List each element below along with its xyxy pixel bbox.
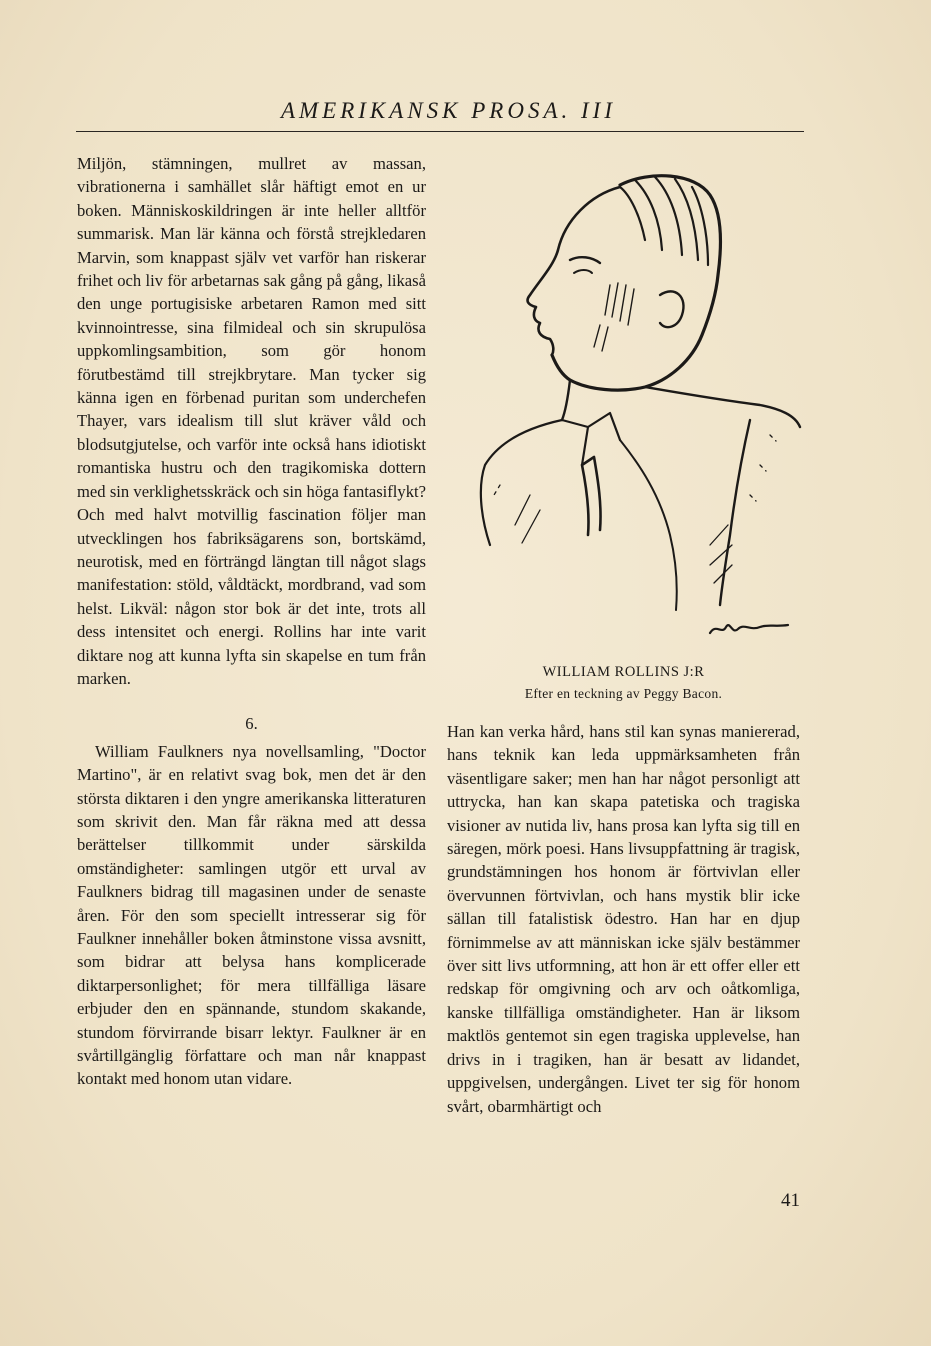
caption-credit: Efter en teckning av Peggy Bacon. <box>524 686 723 701</box>
jacket-lapel <box>620 440 677 610</box>
section-number: 6. <box>245 714 258 734</box>
paragraph-right: Han kan verka hård, hans stil kan synas maniererad, hans teknik kan leda uppmärksamheten från väsentligare saker; men han har något personligt att uttrycka, han kan skapa patetiska och tragiska visioner av nutida liv, hans prosa kan lyfta sig till en säregen, mörk poesi. Hans livsuppfattning är tragisk, grundstämningen hos honom är förtvivlan eller övervunnen förtvivlan, och hans mystik blir icke sällan till fatalistisk ödestro. Han har en djup förnimmelse av att människan icke själv bestämmer över sitt livs utformning, att hon är ett offer eller ett redskap för omgivning och arv och oåtkomliga, kanske tillfälliga omständigheter. Han är liksom maktlös gentemot sin egen tragiska upplevelse, han drivs in i tragiken, han är besatt av lidandet, uppgivelsen, undergången. Livet ter sig för honom svårt, obarmhärtigt och <box>447 722 800 1116</box>
paragraph-left-1: Miljön, stämningen, mullret av massan, vibrationerna i samhället slår häftigt emot en ur boken. Människoskildringen är inte heller alltför summarisk. Man lär känna och förstå strejkledaren Marvin, som knappast själv vet varför han riskerar frihet och liv för arbetarnas sak gång på gång, likaså den unge portugisiske arbetaren Ramon med sitt kvinnointresse, sina filmideal och sin skrupulösa uppkomlingsambition, som gör honom förutbestämd till strejkbrytare. Man tycker sig känna igen en förbenad puritan som underchefen Thayer, vars idealism till slut kräver våld och blodsutgjutelse, och varför inte också hans idiotiskt romantiska hustru och den tragikomiska dottern med sin verklighetsskräck och sin höga fantasiflykt? Och med halvt motvillig fascination följer man utvecklingen hos fabriksägarens son, bortskämd, neurotisk, med en förträngd längtan till något slags manifestation: stöld, våldtäckt, mordbrand, vad som helst. Likväl: någon stor bok är det inte, trots all dess intensitet och energi. Rollins har inte varit diktare nog att kunna lyfta sin skapelse en tum från marken. <box>77 154 426 688</box>
collar <box>562 413 620 465</box>
left-column <box>77 152 426 1091</box>
header-rule <box>76 131 804 132</box>
jacket-right <box>645 387 800 427</box>
paragraph-left-2: William Faulkners nya novellsamling, "Doctor Martino", är en relativt svag bok, men det är den största diktaren i den yngre amerikanska litteraturen som skrivit den. Man får räkna med att dessa berättelser tillkommit under särskilda omständigheter: samlingen utgör ett urval av Faulkners bidrag till magasinen under de senaste åren. För den som speciellt intresserar sig för Faulkner innehåller boken åtminstone vissa avsnitt, som bidrar att belysa hans komplicerade diktarpersonlighet; för mera tillfälliga läsare erbjuder den en spännande, stundom skakande, stundom förvirrande bisarr lektyr. Faulkner är en svårtillgänglig författare och man når knappast kontakt med honom utan vidare. <box>77 741 426 1089</box>
right-column <box>447 720 800 1118</box>
jacket-side <box>720 420 750 605</box>
hair-strokes <box>620 177 708 265</box>
brow <box>570 257 600 263</box>
ear <box>660 291 683 327</box>
jacket-left <box>481 420 562 545</box>
artist-signature <box>710 625 788 633</box>
face-profile <box>528 187 620 355</box>
portrait-drawing <box>470 165 810 655</box>
neck <box>562 380 570 420</box>
jacket-hatching <box>515 495 732 583</box>
page-number: 41 <box>781 1190 800 1211</box>
sleeve-dashes <box>494 435 776 501</box>
caption-name: WILLIAM ROLLINS J:R <box>542 664 705 680</box>
running-header: AMERIKANSK PROSA. III <box>280 98 616 123</box>
tie <box>582 457 601 535</box>
head-outline <box>552 176 720 390</box>
eye <box>574 270 592 273</box>
cheek-shading <box>594 283 634 351</box>
